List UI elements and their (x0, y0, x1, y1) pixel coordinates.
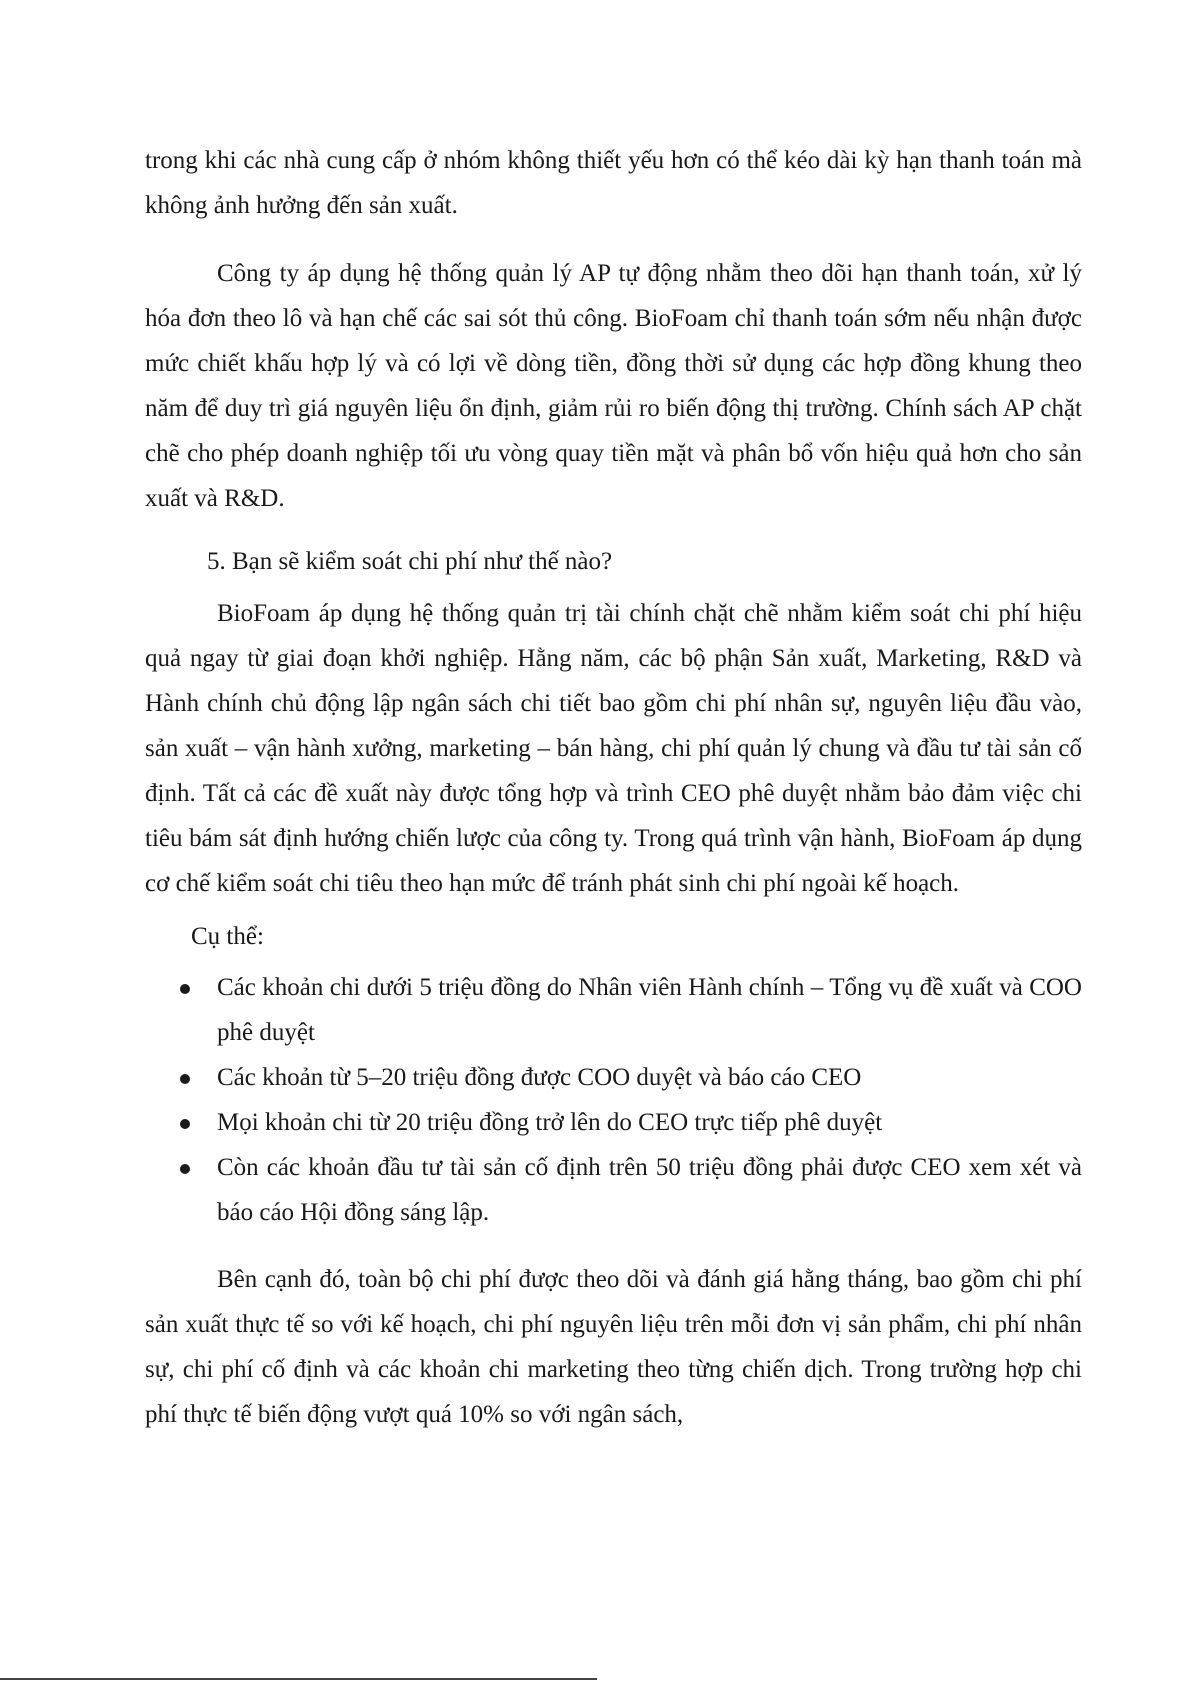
list-item (145, 965, 1082, 1055)
list-item-text: Các khoản từ 5–20 triệu đồng được COO duyệt và báo cáo CEO (217, 1064, 862, 1091)
list-intro-label: Cụ thể: (191, 923, 264, 950)
paragraph-ap-system: Công ty áp dụng hệ thống quản lý AP tự động nhằm theo dõi hạn thanh toán, xử lý hóa đơn theo lô và hạn chế các sai sót thủ công. BioFoam chỉ thanh toán sớm nếu nhận được mức chiết khấu hợp lý và có lợi về dòng tiền, đồng thời sử dụng các hợp đồng khung theo năm để duy trì giá nguyên liệu ổn định, giảm rủi ro biến động thị trường. Chính sách AP chặt chẽ cho phép doanh nghiệp tối ưu vòng quay tiền mặt và phân bổ vốn hiệu quả hơn cho sản xuất và R&D. (145, 260, 1082, 512)
bullet-icon (180, 1119, 190, 1129)
paragraph-monthly-review: Bên cạnh đó, toàn bộ chi phí được theo dõi và đánh giá hằng tháng, bao gồm chi phí sản xuất thực tế so với kế hoạch, chi phí nguyên liệu trên mỗi đơn vị sản phẩm, chi phí nhân sự, chi phí cố định và các khoản chi marketing theo từng chiến dịch. Trong trường hợp chi phí thực tế biến động vượt quá 10% so với ngân sách, (145, 1266, 1082, 1428)
section-heading: 5. Bạn sẽ kiểm soát chi phí như thế nào? (207, 548, 613, 575)
list-item-text: Các khoản chi dưới 5 triệu đồng do Nhân viên Hành chính – Tổng vụ đề xuất và COO phê duyệt (217, 974, 1082, 1046)
approval-limits-list (145, 965, 1082, 1235)
bullet-icon (180, 1074, 190, 1084)
list-item (145, 1055, 1082, 1100)
list-item-text: Mọi khoản chi từ 20 triệu đồng trở lên do CEO trực tiếp phê duyệt (217, 1109, 883, 1136)
list-item-text: Còn các khoản đầu tư tài sản cố định trên 50 triệu đồng phải được CEO xem xét và báo cáo Hội đồng sáng lập. (217, 1154, 1082, 1226)
paragraph-continuation: trong khi các nhà cung cấp ở nhóm không thiết yếu hơn có thể kéo dài kỳ hạn thanh toán mà không ảnh hưởng đến sản xuất. (145, 147, 1082, 219)
bullet-icon (180, 984, 190, 994)
list-item (145, 1145, 1082, 1235)
list-item (145, 1100, 1082, 1145)
footer-divider (0, 1678, 597, 1680)
document-page (145, 138, 1082, 1437)
bullet-icon (180, 1164, 190, 1174)
paragraph-cost-control: BioFoam áp dụng hệ thống quản trị tài chính chặt chẽ nhằm kiểm soát chi phí hiệu quả ngay từ giai đoạn khởi nghiệp. Hằng năm, các bộ phận Sản xuất, Marketing, R&D và Hành chính chủ động lập ngân sách chi tiết bao gồm chi phí nhân sự, nguyên liệu đầu vào, sản xuất – vận hành xưởng, marketing – bán hàng, chi phí quản lý chung và đầu tư tài sản cố định. Tất cả các đề xuất này được tổng hợp và trình CEO phê duyệt nhằm bảo đảm việc chi tiêu bám sát định hướng chiến lược của công ty. Trong quá trình vận hành, BioFoam áp dụng cơ chế kiểm soát chi tiêu theo hạn mức để tránh phát sinh chi phí ngoài kế hoạch. (145, 600, 1082, 897)
